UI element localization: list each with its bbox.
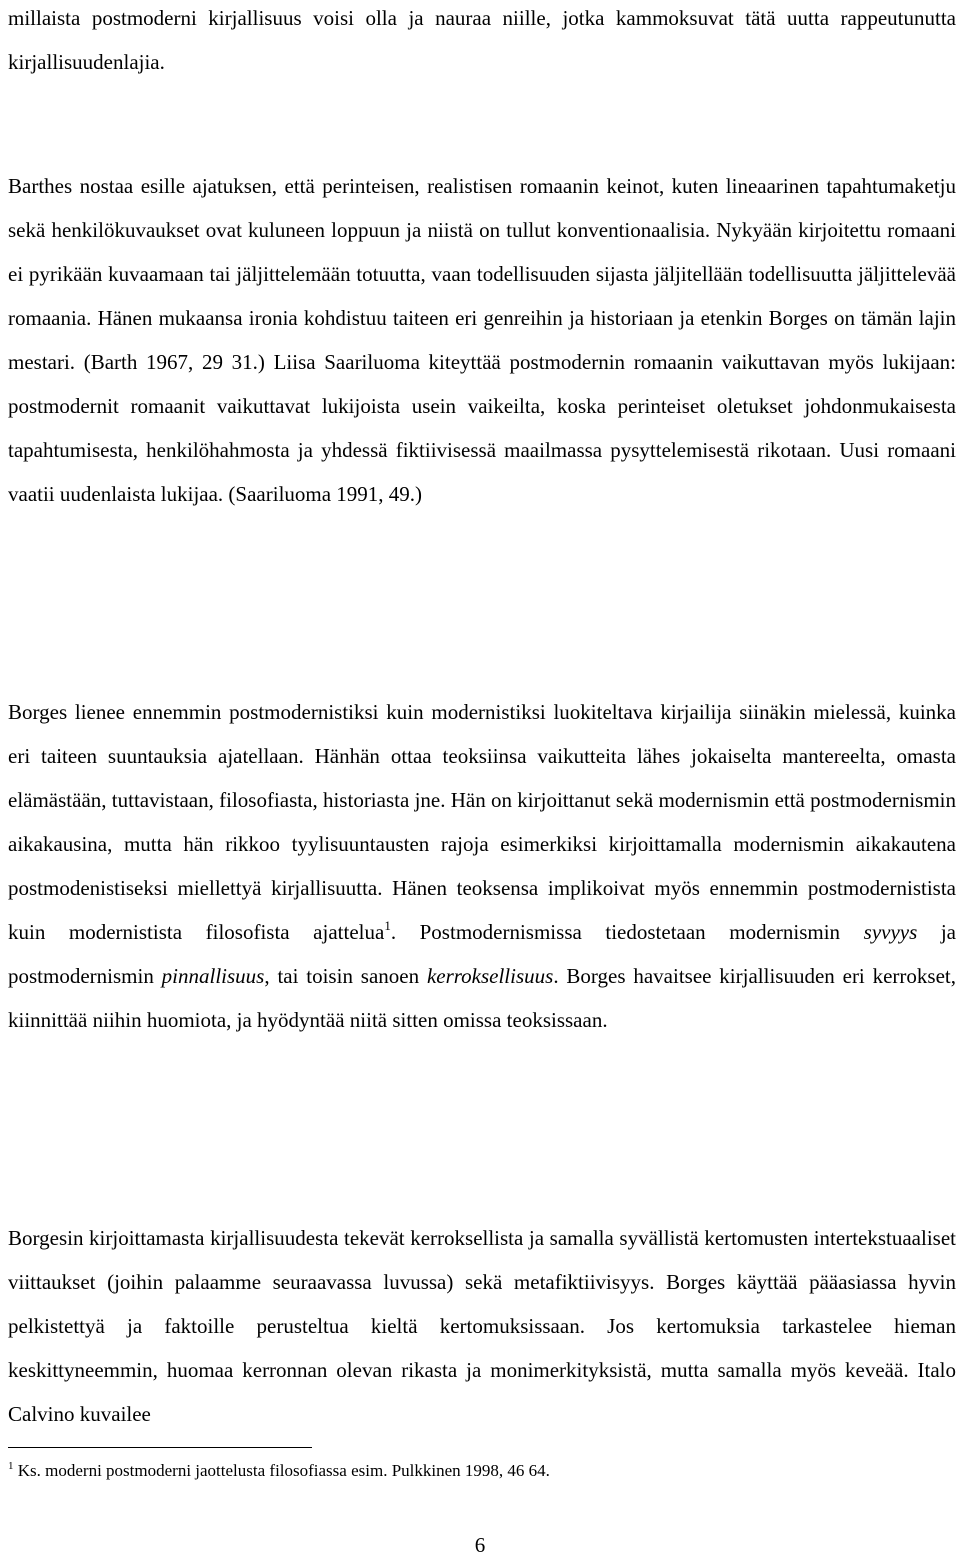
footnote-reference[interactable]: 1 <box>384 918 391 933</box>
paragraph-4 <box>8 1216 956 1436</box>
footnote-text: Ks. moderni postmoderni jaottelusta filosofiassa esim. Pulkkinen 1998, 46 64. <box>13 1461 550 1480</box>
paragraph-3-text-e: . Borges havaitsee kirjallisuuden eri kerrokset, kiinnittää niihin huomiota, ja hyödyntää niitä sitten omissa teoksissaan. <box>8 964 956 1032</box>
paragraph-2 <box>8 164 956 516</box>
footnote-separator <box>8 1447 312 1448</box>
paragraph-3-text-b: . Postmodernismissa tiedostetaan modernismin <box>390 920 864 944</box>
footnote-marker: 1 <box>8 1460 14 1472</box>
emphasis-pinnallisuus: pinnallisuus <box>161 964 265 988</box>
paragraph-1-text: millaista postmoderni kirjallisuus voisi olla ja nauraa niille, jotka kammoksuvat tätä uutta rappeutunutta kirjallisuudenlajia. <box>8 6 956 74</box>
paragraph-3-text-d: , tai toisin sanoen <box>264 964 427 988</box>
footnote <box>8 1460 550 1482</box>
paragraph-4-text: Borgesin kirjoittamasta kirjallisuudesta tekevät kerroksellista ja samalla syvällistä kertomusten intertekstuaaliset viittaukset (joihin palaamme seuraavassa luvussa) sekä metafiktiivisyys. Borges käyttää pääasiassa hyvin pelkistettyä ja faktoille perusteltua kieltä kertomuksissaan. Jos kertomuksia tarkastelee hieman keskittyneemmin, huomaa kerronnan olevan rikasta ja monimerkityksistä, mutta samalla myös keveää. Italo Calvino kuvailee <box>8 1226 956 1426</box>
paragraph-2-text: Barthes nostaa esille ajatuksen, että perinteisen, realistisen romaanin keinot, kuten lineaarinen tapahtumaketju sekä henkilökuvaukset ovat kuluneen loppuun ja niistä on tullut konventionaalisia. Nykyään kirjoitettu romaani ei pyrikään kuvaamaan tai jäljittelemään totuutta, vaan todellisuuden sijasta jäljitellään todellisuutta jäljittelevää romaania. Hänen mukaansa ironia kohdistuu taiteen eri genreihin ja historiaan ja etenkin Borges on tämän lajin mestari. (Barth 1967, 29 31.) Liisa Saariluoma kiteyttää postmodernin romaanin vaikuttavan myös lukijaan: postmodernit romaanit vaikuttavat lukijoista usein vaikeilta, koska perinteiset oletukset johdonmukaisesta tapahtumisesta, henkilöhahmosta ja yhdessä fiktiivisessä maailmassa pysyttelemisestä rikotaan. Uusi romaani vaatii uudenlaista lukijaa. (Saariluoma 1991, 49.) <box>8 174 956 506</box>
paragraph-3 <box>8 690 956 1042</box>
paragraph-3-text-a: Borges lienee ennemmin postmodernistiksi kuin modernistiksi luokiteltava kirjailija siinäkin mielessä, kuinka eri taiteen suuntauksia ajatellaan. Hänhän ottaa teoksiinsa vaikutteita lähes jokaiselta mantereelta, omasta elämästään, tuttavistaan, filosofiasta, historiasta jne. Hän on kirjoittanut sekä modernismin että postmodernismin aikakausina, mutta hän rikkoo tyylisuuntausten rajoja esimerkiksi kirjoittamalla modernismin aikakautena postmodenistiseksi miellettyä kirjallisuutta. Hänen teoksensa implikoivat myös ennemmin postmodernistista kuin modernistista filosofista ajattelua <box>8 700 956 944</box>
emphasis-syvyys: syvyys <box>863 920 918 944</box>
page-number: 6 <box>474 1533 486 1557</box>
paragraph-3-text-c: ja postmodernismin <box>8 920 957 988</box>
emphasis-kerroksellisuus: kerroksellisuus <box>426 964 554 988</box>
paragraph-1 <box>8 0 956 84</box>
